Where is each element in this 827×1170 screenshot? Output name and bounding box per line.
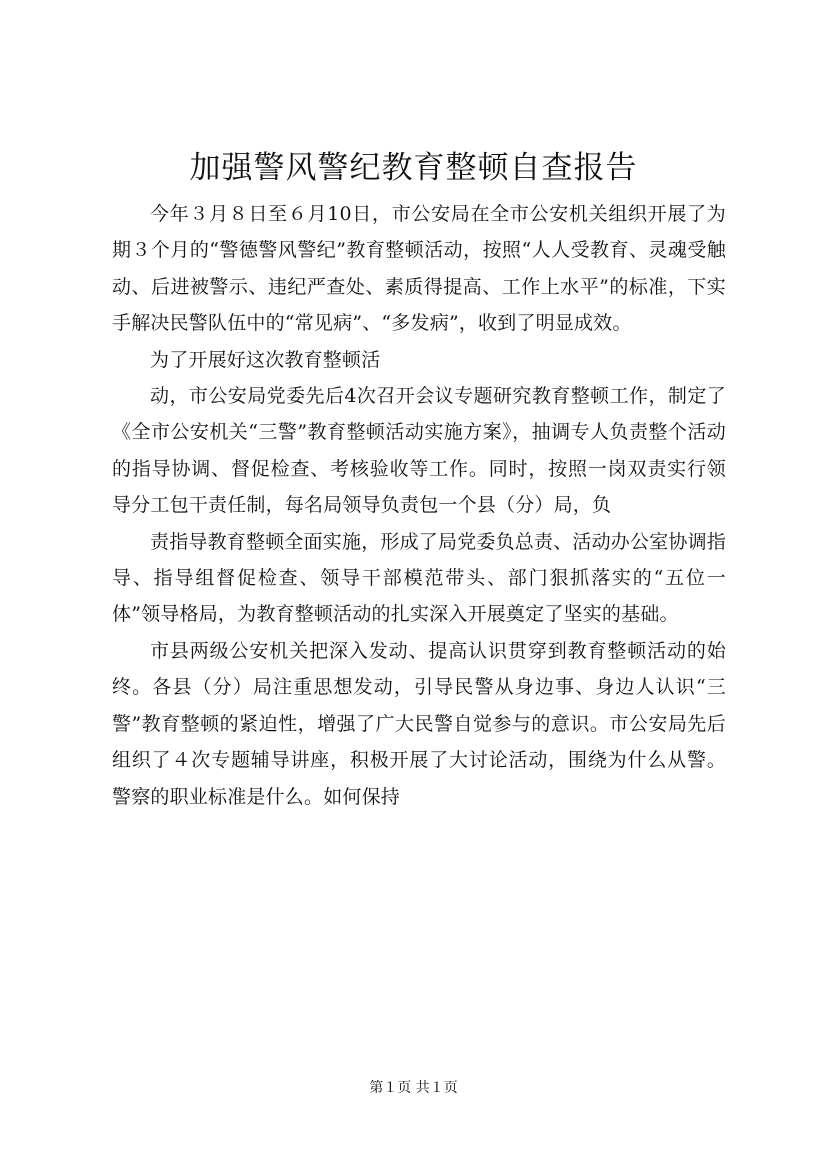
document-title: 加强警风警纪教育整顿自查报告 bbox=[189, 150, 638, 186]
paragraph-4: 责指导教育整顿全面实施，形成了局党委负总责、活动办公室协调指导、指导组督促检查、领导干部模范带头、部门狠抓落实的“五位一体”领导格局，为教育整顿活动的扎实深入开展奠定了坚实的基础。 bbox=[112, 530, 727, 626]
paragraph-2: 为了开展好这次教育整顿活 bbox=[150, 348, 381, 371]
paragraph-3: 动，市公安局党委先后4次召开会议专题研究教育整顿工作，制定了《全市公安机关“三警”教育整顿活动实施方案》，抽调专人负责整个活动的指导协调、督促检查、考核验收等工作。同时，按照一岗双责实行领导分工包干责任制，每名局领导负责包一个县（分）局，负 bbox=[112, 385, 726, 517]
paragraph-5: 市县两级公安机关把深入发动、提高认识贯穿到教育整顿活动的始终。各县（分）局注重思想发动，引导民警从身边事、身边人认识“三警”教育整顿的紧迫性，增强了广大民警自觉参与的意识。市公安局先后组织了４次专题辅导讲座，积极开展了大讨论活动，围绕为什么从警。警察的职业标准是什么。如何保持 bbox=[112, 639, 726, 808]
document-body bbox=[112, 196, 726, 815]
page-number-footer: 第１页 共１页 bbox=[369, 1080, 458, 1096]
paragraph-1: 今年３月８日至６月10日，市公安局在全市公安机关组织开展了为期３个月的“警德警风警纪”教育整顿活动，按照“人人受教育、灵魂受触动、后进被警示、违纪严查处、素质得提高、工作上水平”的标准，下实手解决民警队伍中的“常见病”、“多发病”，收到了明显成效。 bbox=[112, 203, 726, 335]
